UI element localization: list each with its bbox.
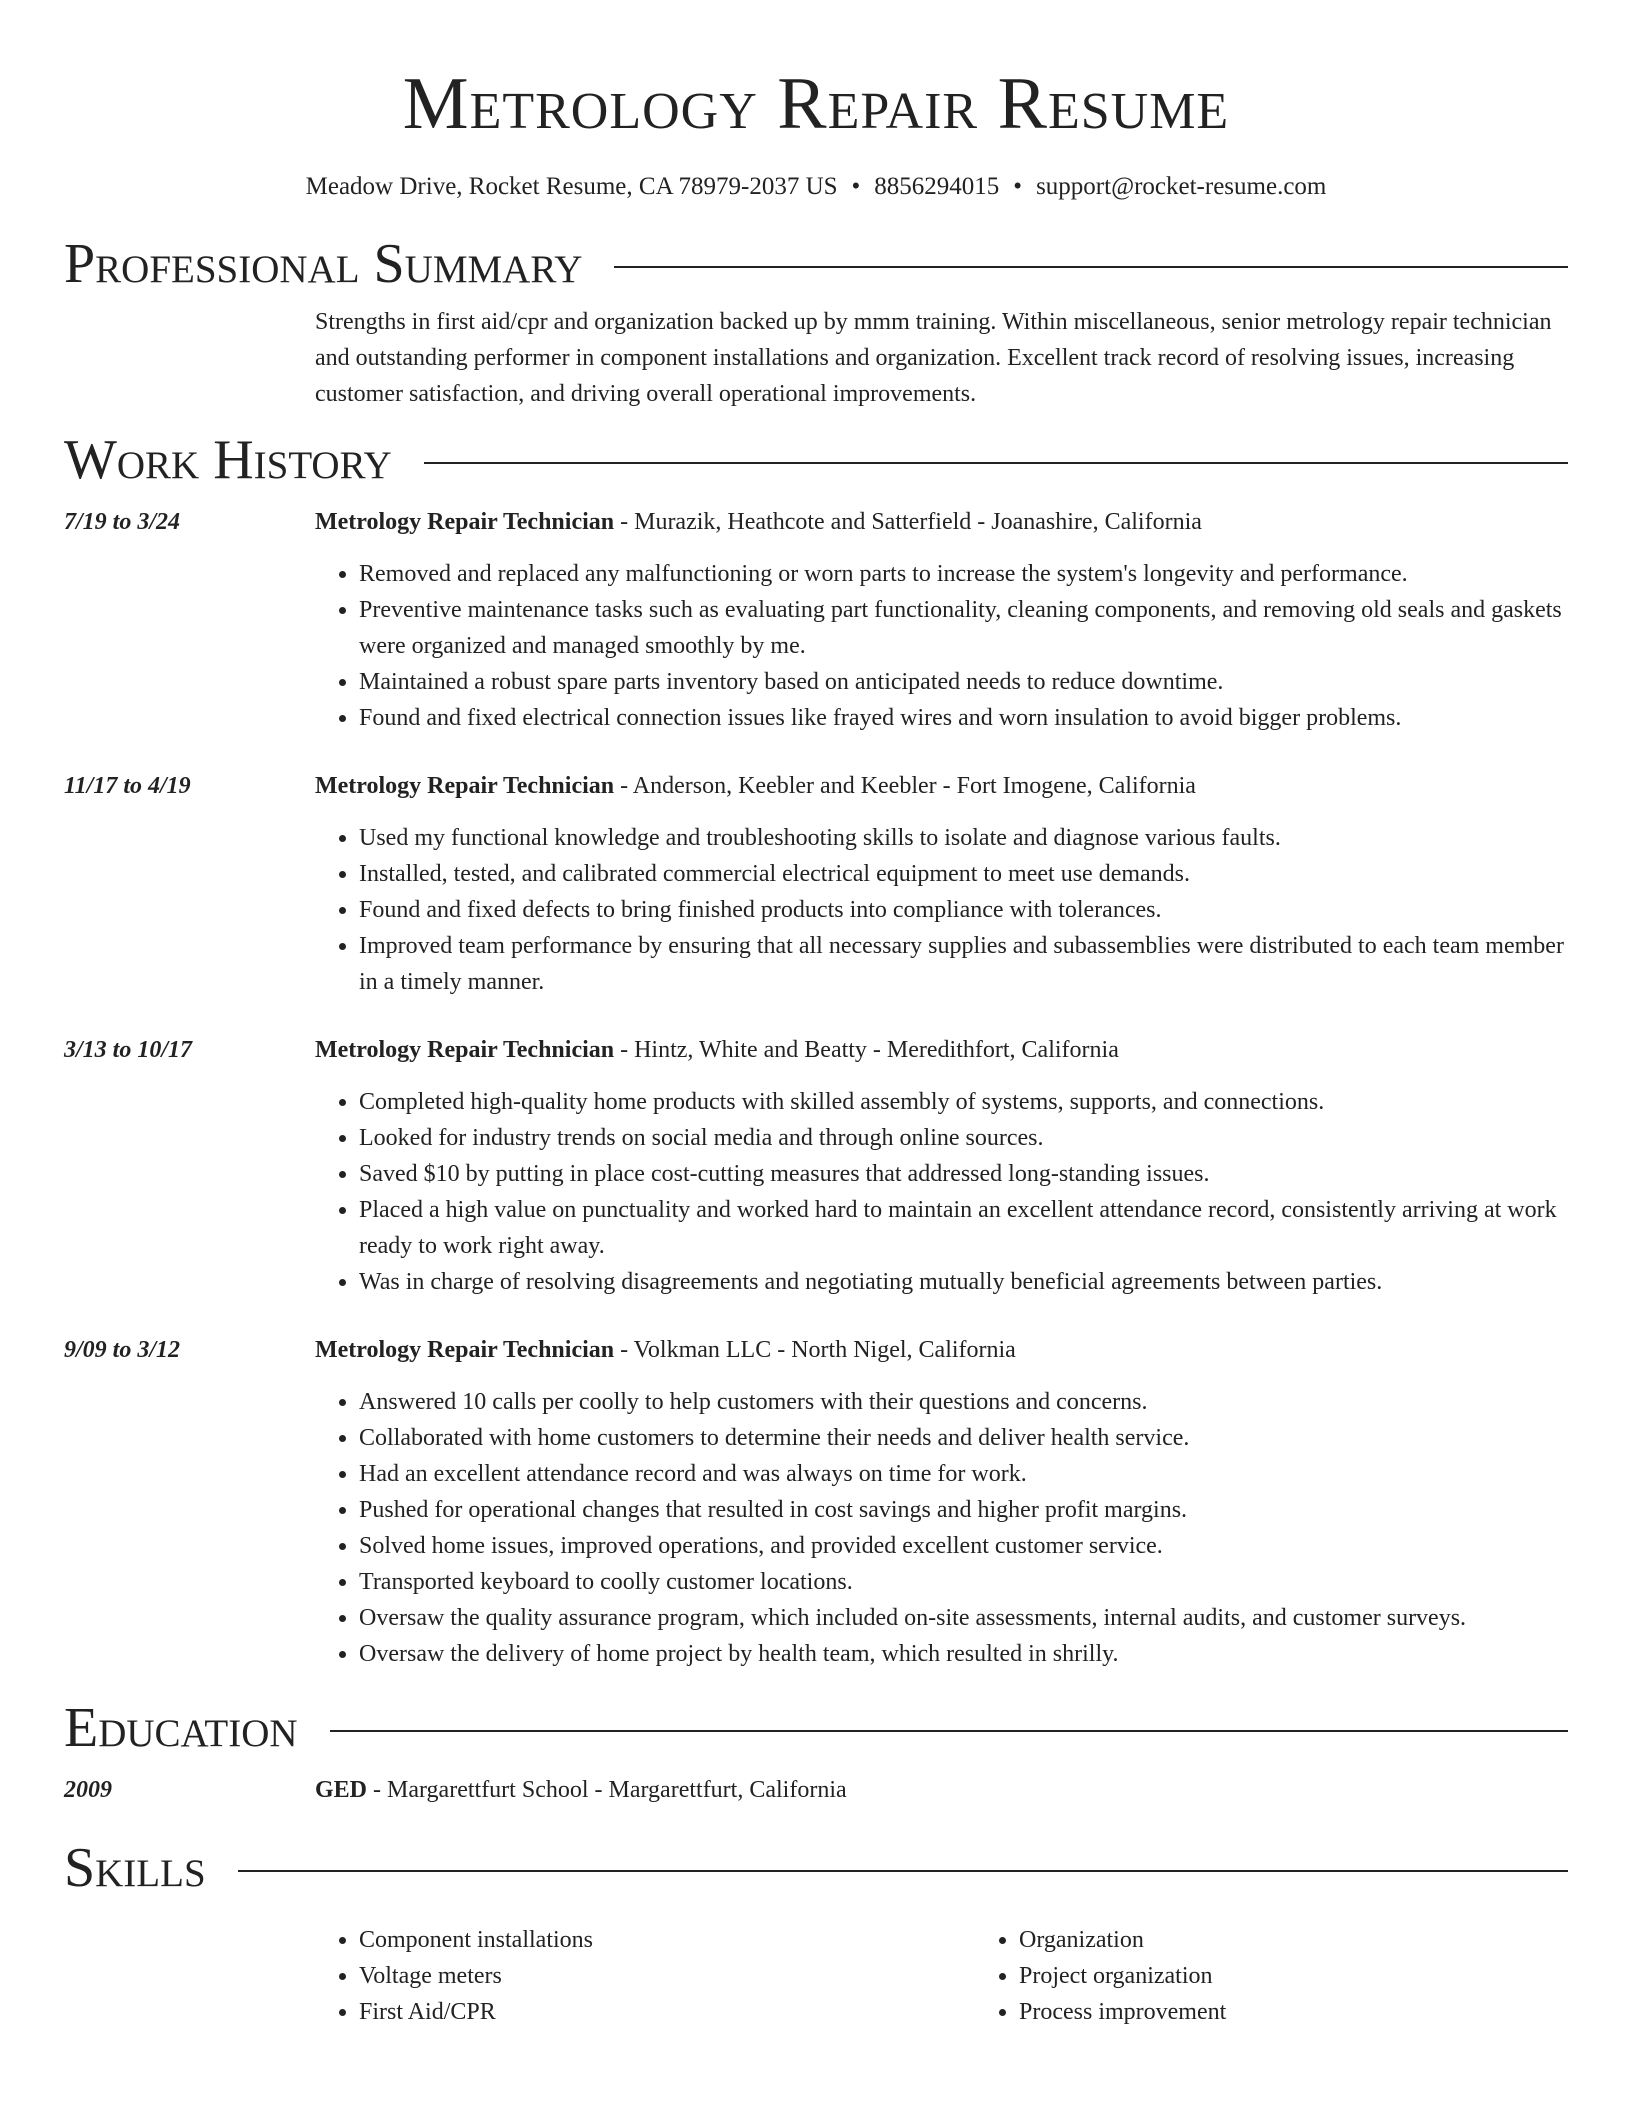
job-bullet: • Completed high-quality home products with skilled assembly of systems, supports, and connections. — [359, 1084, 1568, 1120]
education-entry — [64, 1772, 1568, 1808]
job-details: - Hintz, White and Beatty - Meredithfort, California — [614, 1037, 1119, 1063]
job-entry — [64, 768, 1568, 1000]
job-details: - Volkman LLC - North Nigel, California — [614, 1337, 1016, 1363]
job-bullet: • Was in charge of resolving disagreements and negotiating mutually beneficial agreements between parties. — [359, 1264, 1568, 1300]
section-divider — [238, 1870, 1568, 1872]
job-entry — [64, 1332, 1568, 1672]
skills-list-left — [315, 1922, 975, 2030]
work-section-header — [64, 428, 1568, 492]
summary-text: Strengths in first aid/cpr and organization backed up by mmm training. Within miscellaneous, senior metrology repair technician and outstanding performer in component installations and organization. Excellent track record of resolving issues, increasing customer satisfaction, and driving overall operational improvements. — [315, 309, 1552, 407]
email: support@rocket-resume.com — [1036, 173, 1327, 200]
job-bullet: • Preventive maintenance tasks such as evaluating part functionality, cleaning components, and removing old seals and gaskets were organized and managed smoothly by me. — [359, 592, 1568, 664]
contact-line — [64, 172, 1568, 202]
separator-dot: • — [1013, 173, 1023, 200]
skills-section-header — [64, 1836, 1568, 1900]
skills-title: Skills — [64, 1837, 206, 1899]
summary-row — [64, 304, 1568, 412]
job-bullet: • Solved home issues, improved operations, and provided excellent customer service. — [359, 1528, 1568, 1564]
skills-columns — [315, 1922, 1632, 2030]
skill-item: • First Aid/CPR — [359, 1994, 975, 2030]
skills-spacer — [64, 1922, 315, 2030]
education-details: - Margarettfurt School - Margarettfurt, California — [367, 1777, 847, 1803]
job-bullet: • Pushed for operational changes that resulted in cost savings and higher profit margins. — [359, 1492, 1568, 1528]
job-entry — [64, 504, 1568, 736]
education-section-header — [64, 1696, 1568, 1760]
phone: 8856294015 — [874, 173, 1000, 200]
resume-name: Metrology Repair Resume — [402, 63, 1230, 145]
job-bullet: • Saved $10 by putting in place cost-cutting measures that addressed long-standing issues. — [359, 1156, 1568, 1192]
education-heading — [315, 1772, 1568, 1808]
job-details: - Anderson, Keebler and Keebler - Fort Imogene, California — [614, 773, 1196, 799]
job-bullets — [315, 556, 1568, 736]
job-bullet: • Oversaw the delivery of home project by health team, which resulted in shrilly. — [359, 1636, 1568, 1672]
skill-item: • Project organization — [1019, 1958, 1632, 1994]
job-dates: 7/19 to 3/24 — [64, 509, 181, 535]
job-bullets — [315, 1084, 1568, 1300]
job-heading — [315, 1332, 1568, 1368]
section-divider — [330, 1730, 1568, 1732]
job-heading — [315, 768, 1568, 804]
job-role: Metrology Repair Technician — [315, 773, 615, 799]
job-bullet: • Looked for industry trends on social media and through online sources. — [359, 1120, 1568, 1156]
address: Meadow Drive, Rocket Resume, CA 78979-2037 US — [305, 173, 838, 200]
job-role: Metrology Repair Technician — [315, 1037, 615, 1063]
job-heading — [315, 1032, 1568, 1068]
section-divider — [614, 266, 1568, 268]
job-details: - Murazik, Heathcote and Satterfield - Joanashire, California — [614, 509, 1202, 535]
education-title: Education — [64, 1697, 298, 1759]
job-bullet: • Improved team performance by ensuring that all necessary supplies and subassemblies were distributed to each team member in a timely manner. — [359, 928, 1568, 1000]
skill-item: • Process improvement — [1019, 1994, 1632, 2030]
job-bullet: • Oversaw the quality assurance program, which included on-site assessments, internal audits, and customer surveys. — [359, 1600, 1568, 1636]
job-bullet: • Placed a high value on punctuality and worked hard to maintain an excellent attendance record, consistently arriving at work ready to work right away. — [359, 1192, 1568, 1264]
job-bullet: • Removed and replaced any malfunctioning or worn parts to increase the system's longevity and performance. — [359, 556, 1568, 592]
job-bullet: • Had an excellent attendance record and was always on time for work. — [359, 1456, 1568, 1492]
job-bullet: • Transported keyboard to coolly customer locations. — [359, 1564, 1568, 1600]
skills-list-right — [975, 1922, 1632, 2030]
job-bullet: • Found and fixed electrical connection issues like frayed wires and worn insulation to avoid bigger problems. — [359, 700, 1568, 736]
job-bullets — [315, 1384, 1568, 1672]
skill-item: • Component installations — [359, 1922, 975, 1958]
summary-spacer — [64, 304, 315, 412]
skill-item: • Organization — [1019, 1922, 1632, 1958]
job-role: Metrology Repair Technician — [315, 509, 615, 535]
job-role: Metrology Repair Technician — [315, 1337, 615, 1363]
job-heading — [315, 504, 1568, 540]
job-dates: 11/17 to 4/19 — [64, 773, 191, 799]
section-divider — [424, 462, 1568, 464]
job-body — [315, 768, 1568, 1000]
work-title: Work History — [64, 429, 392, 491]
job-body — [315, 1332, 1568, 1672]
job-bullets — [315, 820, 1568, 1000]
education-degree: GED — [315, 1777, 368, 1803]
education-year: 2009 — [64, 1777, 112, 1803]
job-body — [315, 504, 1568, 736]
job-bullet: • Found and fixed defects to bring finished products into compliance with tolerances. — [359, 892, 1568, 928]
job-body — [315, 1032, 1568, 1300]
job-entry — [64, 1032, 1568, 1300]
separator-dot: • — [851, 173, 861, 200]
skills-row — [64, 1922, 1568, 2030]
job-dates: 9/09 to 3/12 — [64, 1337, 181, 1363]
job-bullet: • Installed, tested, and calibrated commercial electrical equipment to meet use demands. — [359, 856, 1568, 892]
job-dates: 3/13 to 10/17 — [64, 1037, 193, 1063]
job-bullet: • Answered 10 calls per coolly to help customers with their questions and concerns. — [359, 1384, 1568, 1420]
job-bullet: • Used my functional knowledge and troubleshooting skills to isolate and diagnose various faults. — [359, 820, 1568, 856]
summary-title: Professional Summary — [64, 233, 583, 295]
job-bullet: • Maintained a robust spare parts inventory based on anticipated needs to reduce downtime. — [359, 664, 1568, 700]
job-bullet: • Collaborated with home customers to determine their needs and deliver health service. — [359, 1420, 1568, 1456]
skill-item: • Voltage meters — [359, 1958, 975, 1994]
summary-section-header — [64, 232, 1568, 296]
